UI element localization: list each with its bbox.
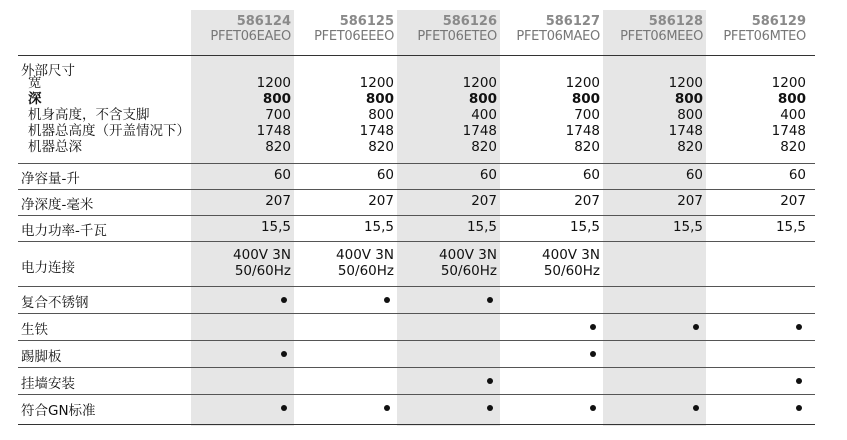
feature-mark-dot	[487, 297, 493, 303]
total-height-label: 机器总高度（开盖情况下）	[28, 123, 190, 139]
feature-mark-dot	[796, 324, 802, 330]
feature-label: 生铁	[21, 322, 48, 338]
depth-value: 800	[365, 91, 394, 107]
model-name: PFET06ETEO	[417, 29, 497, 44]
power-value: 15,5	[672, 219, 703, 235]
capacity-label: 净容量-升	[21, 171, 80, 187]
power-label: 电力功率-千瓦	[21, 223, 107, 239]
net-depth-value: 207	[780, 193, 806, 209]
net-depth-value: 207	[471, 193, 497, 209]
header-rule	[18, 55, 815, 56]
depth-value: 800	[468, 91, 497, 107]
model-name: PFET06EEEO	[314, 29, 394, 44]
feature-mark-dot	[281, 351, 287, 357]
product-code: 586124	[236, 14, 291, 29]
capacity-value: 60	[788, 167, 806, 183]
feature-mark-dot	[590, 405, 596, 411]
feature-mark-dot	[590, 324, 596, 330]
total-height-value: 1748	[668, 123, 703, 139]
connection-voltage: 400V 3N	[336, 247, 394, 263]
feature-mark-dot	[590, 351, 596, 357]
total-depth-value: 820	[780, 139, 806, 155]
feature-mark-dot	[281, 405, 287, 411]
body-height-value: 800	[677, 107, 703, 123]
product-code: 586128	[648, 14, 703, 29]
capacity-value: 60	[376, 167, 394, 183]
body-height-value: 800	[368, 107, 394, 123]
net-depth-value: 207	[265, 193, 291, 209]
power-value: 15,5	[466, 219, 497, 235]
row-divider	[18, 215, 815, 216]
net-depth-value: 207	[677, 193, 703, 209]
column-header-3	[397, 14, 500, 45]
net-depth-label: 净深度-毫米	[21, 197, 94, 213]
body-height-value: 700	[574, 107, 600, 123]
connection-frequency: 50/60Hz	[234, 263, 291, 279]
feature-mark-dot	[384, 405, 390, 411]
row-divider	[18, 340, 815, 341]
table-bottom-rule	[18, 424, 815, 425]
feature-label: 踢脚板	[21, 349, 62, 365]
row-divider	[18, 367, 815, 368]
capacity-value: 60	[479, 167, 497, 183]
feature-mark-dot	[796, 405, 802, 411]
body-height-value: 400	[780, 107, 806, 123]
power-value: 15,5	[363, 219, 394, 235]
column-header-5	[603, 14, 706, 45]
net-depth-value: 207	[574, 193, 600, 209]
feature-mark-dot	[487, 405, 493, 411]
width-value: 1200	[359, 75, 394, 91]
width-value: 1200	[771, 75, 806, 91]
connection-frequency: 50/60Hz	[543, 263, 600, 279]
row-divider	[18, 394, 815, 395]
connection-frequency: 50/60Hz	[440, 263, 497, 279]
feature-mark-dot	[281, 297, 287, 303]
model-name: PFET06MEEO	[620, 29, 703, 44]
capacity-value: 60	[685, 167, 703, 183]
product-code: 586126	[442, 14, 497, 29]
column-header-2	[294, 14, 397, 45]
connection-voltage: 400V 3N	[233, 247, 291, 263]
product-code: 586129	[751, 14, 806, 29]
total-height-value: 1748	[771, 123, 806, 139]
depth-value: 800	[674, 91, 703, 107]
total-depth-label: 机器总深	[28, 139, 82, 155]
depth-value: 800	[571, 91, 600, 107]
shaded-column-1	[191, 10, 294, 426]
column-header-4	[500, 14, 603, 45]
feature-mark-dot	[693, 324, 699, 330]
model-name: PFET06MAEO	[516, 29, 600, 44]
connection-voltage: 400V 3N	[542, 247, 600, 263]
shaded-column-5	[603, 10, 706, 426]
connection-label: 电力连接	[21, 260, 75, 276]
power-value: 15,5	[775, 219, 806, 235]
width-value: 1200	[256, 75, 291, 91]
row-divider	[18, 241, 815, 242]
width-value: 1200	[668, 75, 703, 91]
body-height-value: 700	[265, 107, 291, 123]
product-code: 586127	[545, 14, 600, 29]
feature-label: 挂墙安装	[21, 376, 75, 392]
connection-frequency: 50/60Hz	[337, 263, 394, 279]
model-name: PFET06MTEO	[723, 29, 806, 44]
feature-mark-dot	[796, 378, 802, 384]
width-value: 1200	[565, 75, 600, 91]
connection-voltage: 400V 3N	[439, 247, 497, 263]
feature-mark-dot	[384, 297, 390, 303]
dimensions-title: 外部尺寸	[21, 63, 75, 79]
total-height-value: 1748	[256, 123, 291, 139]
feature-mark-dot	[693, 405, 699, 411]
net-depth-value: 207	[368, 193, 394, 209]
row-divider	[18, 189, 815, 190]
capacity-value: 60	[582, 167, 600, 183]
body-height-label: 机身高度，不含支脚	[28, 107, 150, 123]
total-depth-value: 820	[677, 139, 703, 155]
capacity-value: 60	[273, 167, 291, 183]
row-divider	[18, 313, 815, 314]
width-label: 宽	[28, 75, 42, 91]
depth-value: 800	[262, 91, 291, 107]
width-value: 1200	[462, 75, 497, 91]
total-depth-value: 820	[471, 139, 497, 155]
total-height-value: 1748	[462, 123, 497, 139]
product-code: 586125	[339, 14, 394, 29]
total-depth-value: 820	[574, 139, 600, 155]
power-value: 15,5	[260, 219, 291, 235]
power-value: 15,5	[569, 219, 600, 235]
shaded-column-3	[397, 10, 500, 426]
spec-table	[18, 0, 815, 426]
row-divider	[18, 163, 815, 164]
column-header-6	[706, 14, 809, 45]
row-divider	[18, 286, 815, 287]
column-header-1	[191, 14, 294, 45]
model-name: PFET06EAEO	[210, 29, 291, 44]
feature-label: 复合不锈钢	[21, 295, 89, 311]
total-depth-value: 820	[368, 139, 394, 155]
total-depth-value: 820	[265, 139, 291, 155]
feature-label: 符合GN标准	[21, 403, 96, 419]
feature-mark-dot	[487, 378, 493, 384]
total-height-value: 1748	[359, 123, 394, 139]
depth-value: 800	[777, 91, 806, 107]
depth-label: 深	[28, 91, 42, 107]
total-height-value: 1748	[565, 123, 600, 139]
body-height-value: 400	[471, 107, 497, 123]
